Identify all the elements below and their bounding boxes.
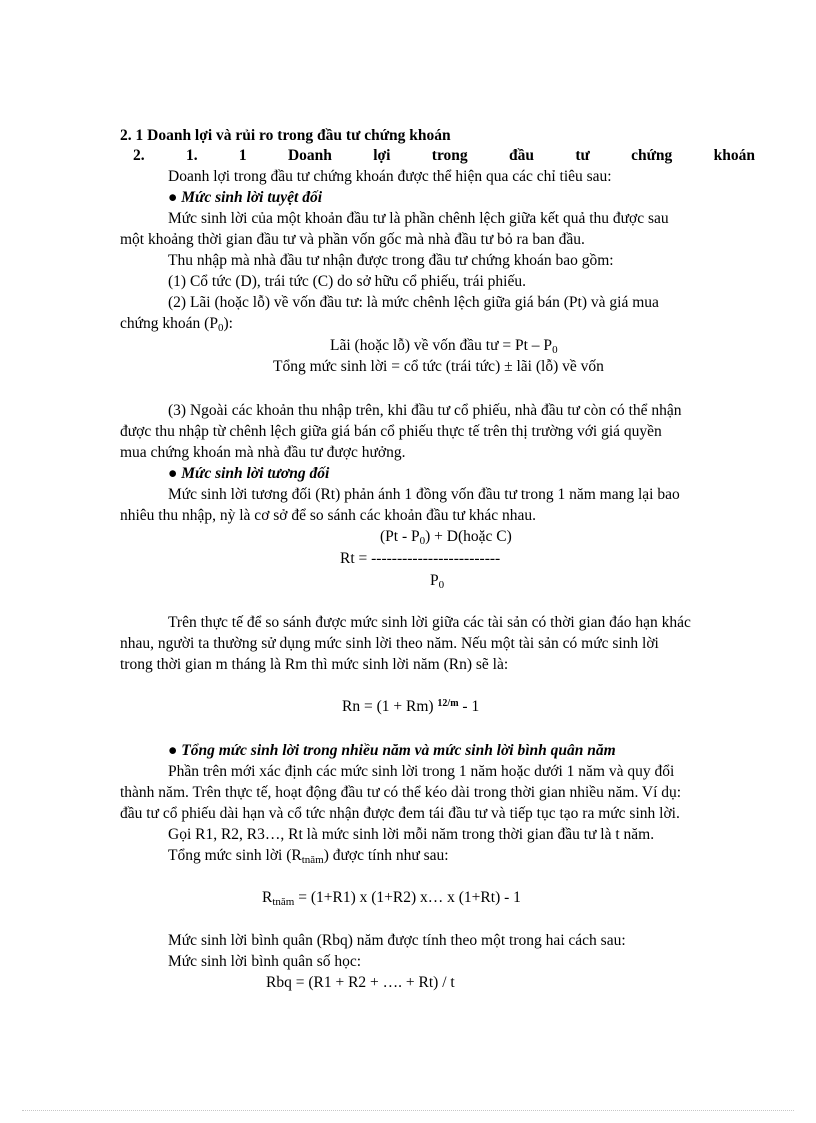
bullet-icon: ●	[168, 742, 178, 759]
formula-total-return: Tổng mức sinh lời = cổ tức (trái tức) ± lãi (lỗ) về vốn	[273, 358, 604, 375]
paragraph-line: Mức sinh lời tương đối (Rt) phản ánh 1 đồng vốn đầu tư trong 1 năm mang lại bao	[168, 486, 680, 503]
formula-annual-return: Rn = (1 + Rm) $^{12/m}$ - 1	[342, 698, 480, 715]
bullet-heading-relative-return: ● Mức sinh lời tương đối	[168, 465, 330, 482]
formula-profit: Lãi (hoặc lỗ) về vốn đầu tư = Pt – $P_0$	[330, 337, 558, 356]
paragraph-line: một khoảng thời gian đầu tư và phần vốn gốc mà nhà đầu tư bỏ ra ban đầu.	[120, 231, 585, 248]
intro-text: Doanh lợi trong đầu tư chứng khoán được thể hiện qua các chỉ tiêu sau:	[168, 168, 612, 185]
paragraph-line: Thu nhập mà nhà đầu tư nhận được trong đầu tư chứng khoán bao gồm:	[168, 252, 614, 269]
bullet-heading-absolute-return: ● Mức sinh lời tuyệt đối	[168, 189, 323, 206]
page-bottom-divider	[22, 1110, 794, 1111]
paragraph-line: đầu tư cổ phiếu dài hạn và cổ tức nhận được đem tái đầu tư và tiếp tục tạo ra mức sinh lời.	[120, 805, 680, 822]
bullet-icon: ●	[168, 189, 178, 206]
formula-arithmetic-mean: Rbq = (R1 + R2 + …. + Rt) / t	[266, 974, 455, 991]
bullet-icon: ●	[168, 465, 178, 482]
paragraph-line: thành năm. Trên thực tế, hoạt động đầu tư có thể kéo dài trong thời gian nhiều năm. Ví dụ:	[120, 784, 682, 801]
section-heading: 2. 1 Doanh lợi và rủi ro trong đầu tư chứng khoán	[120, 127, 451, 144]
paragraph-line: nhau, người ta thường sử dụng mức sinh lời theo năm. Nếu một tài sản có mức sinh lời	[120, 635, 659, 652]
list-item: (2) Lãi (hoặc lỗ) về vốn đầu tư: là mức chênh lệch giữa giá bán (Pt) và giá mua	[168, 294, 659, 311]
formula-fraction-line: Rt = -------------------------	[340, 550, 501, 567]
bullet-heading-multi-year: ● Tổng mức sinh lời trong nhiều năm và mức sinh lời bình quân năm	[168, 742, 616, 759]
paragraph-line: Mức sinh lời của một khoản đầu tư là phần chênh lệch giữa kết quả thu được sau	[168, 210, 669, 227]
formula-denominator: $P_0$	[430, 572, 445, 591]
formula-numerator: $(Pt - P_0)$ + D(hoặc C)	[380, 528, 512, 547]
paragraph-line: Gọi R1, R2, R3…, Rt là mức sinh lời mỗi năm trong thời gian đầu tư là t năm.	[168, 826, 655, 843]
paragraph-line: chứng khoán $(P_0)$:	[120, 315, 233, 334]
paragraph-line: Mức sinh lời bình quân (Rbq) năm được tính theo một trong hai cách sau:	[168, 932, 626, 949]
paragraph-line: Mức sinh lời bình quân số học:	[168, 953, 362, 970]
list-item: (1) Cổ tức (D), trái tức (C) do sở hữu cổ phiếu, trái phiếu.	[168, 273, 526, 290]
paragraph-line: Tổng mức sinh lời $(R_{tnăm})$ được tính như sau:	[168, 847, 449, 866]
paragraph-line: mua chứng khoán mà nhà đầu tư được hưởng.	[120, 444, 406, 461]
paragraph-line: nhiêu thu nhập, nỳ là cơ sở để so sánh các khoản đầu tư khác nhau.	[120, 507, 537, 524]
paragraph-line: Trên thực tế để so sánh được mức sinh lời giữa các tài sản có thời gian đáo hạn khác	[168, 614, 691, 631]
subsection-heading: 2. 1. 1 Doanh lợi trong đầu tư chứng khoán	[133, 147, 755, 164]
paragraph-line: trong thời gian m tháng là Rm thì mức sinh lời năm (Rn) sẽ là:	[120, 656, 509, 673]
formula-total-multi-year: $R_{tnăm} = (1+R1)$ x (1+R2) x… x (1+Rt) - 1	[262, 889, 521, 908]
paragraph-line: được thu nhập từ chênh lệch giữa giá bán cổ phiếu thực tế trên thị trường với giá quyền	[120, 423, 662, 440]
paragraph-line: Phần trên mới xác định các mức sinh lời trong 1 năm hoặc dưới 1 năm và quy đổi	[168, 763, 675, 780]
list-item: (3) Ngoài các khoản thu nhập trên, khi đầu tư cổ phiếu, nhà đầu tư còn có thể nhận	[168, 402, 682, 419]
